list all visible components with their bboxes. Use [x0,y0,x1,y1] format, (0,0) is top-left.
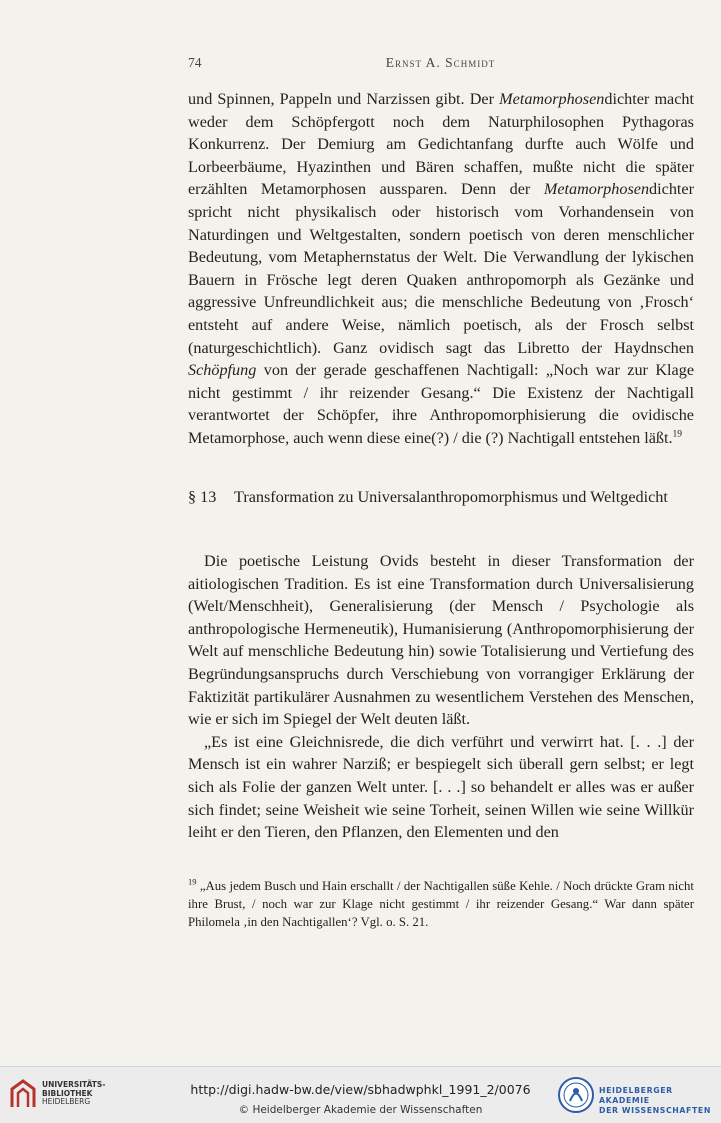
footnote [188,877,694,931]
footnote-number: 19 [188,876,197,887]
section-title: Transformation zu Universalanthropomorphismus und Weltgedicht [234,488,668,506]
page-url-link[interactable]: http://digi.hadw-bw.de/view/sbhadwphkl_1991_2/0076 [190,1082,531,1097]
paragraph-2: Die poetische Leistung Ovids besteht in dieser Transformation der aitiologischen Tradition. Es ist eine Transformation durch Universalisierung (Welt/Menschheit), Generalisierung (der Mensch / Psychologie als anthropologische Hermeneutik), Humanisierung (Anthropomorphisierung der Welt auf menschliche Bedeutung hin) sowie Totalisierung und Vertiefung des Begründungsanspruchs durch Verschiebung von vorrangiger Erklärung der Faktizität partikulärer Ausnahmen zu wesentlichem Verstehen des Menschen, wie er sich im Spiegel der Welt deuten läßt. [188,552,694,729]
academy-seal-icon [557,1076,595,1114]
section-number: § 13 [188,488,217,506]
section-heading [188,486,694,509]
academy-name: HEIDELBERGER AKADEMIE DER WISSENSCHAFTEN [599,1086,711,1115]
library-name: UNIVERSITÄTS- BIBLIOTHEK HEIDELBERG [42,1080,106,1107]
footnote-reference: 19 [672,429,683,440]
copyright-notice: © Heidelberger Akademie der Wissenschaften [238,1104,483,1116]
main-text-continued [188,550,694,844]
running-title: Ernst A. Schmidt [385,55,496,70]
paragraph-3-quote: „Es ist eine Gleichnisrede, die dich verführt und verwirrt hat. [. . .] der Mensch ist ein wahrer Narziß; er bespiegelt sich überall gern selbst; er legt sich als Folie der ganzen Welt unter. [. . .] so behandelt er alles was er außer sich findet; seine Weisheit wie seine Torheit, seinen Willen wie seine Willkür leiht er den Tieren, den Pflanzen, den Elementen und den [188,732,694,842]
page-number: 74 [188,55,202,70]
footnote-text: „Aus jedem Busch und Hain erschallt / der Nachtigallen süße Kehle. / Noch drückte Gram nicht ihre Brust, / noch war zur Klage nicht gestimmt / ihr reizender Gesang.“ War dann später Philomela ‚in den Nachtigallen‘? Vgl. o. S. 21. [188,879,694,929]
paragraph-1: und Spinnen, Pappeln und Narzissen gibt. Der Metamorphosendichter macht weder dem Schöpfergott noch dem Naturphilosophen Pythagoras Konkurrenz. Der Demiurg am Gedichtanfang durfte auch Wölfe und Lorbeerbäume, Hyazinthen und Bären schaffen, mußte nicht die später erzählten Metamorphosen aussparen. Denn der Metamorphosendichter spricht nicht physikalisch oder historisch vom Vorhandensein von Naturdingen und Weltgestalten, sondern poetisch von deren menschlicher Bedeutung, vom Metaphernstatus der Welt. Die Verwandlung der lykischen Bauern in Frösche legt deren Quaken anthropomorph als Gezänke und aggressive Unfreundlichkeit aus; die menschliche Bedeutung von ‚Frosch‘ entsteht auf andere Weise, nämlich poetisch, als der Frosch selbst (naturgeschichtlich). Ganz ovidisch sagt das Libretto der Haydnschen Schöpfung von der gerade geschaffenen Nachtigall: „Noch war zur Klage nicht gestimmt / ihr reizender Gesang.“ Die Existenz der Nachtigall verantwortet der Schöpfer, ihre Anthropomorphisierung die ovidische Metamorphose, auch wenn diese eine(?) / die (?) Nachtigall entstehen läßt.$^{19}$ [188,90,694,447]
viewer-footer [0,1066,721,1123]
main-text [188,88,694,450]
